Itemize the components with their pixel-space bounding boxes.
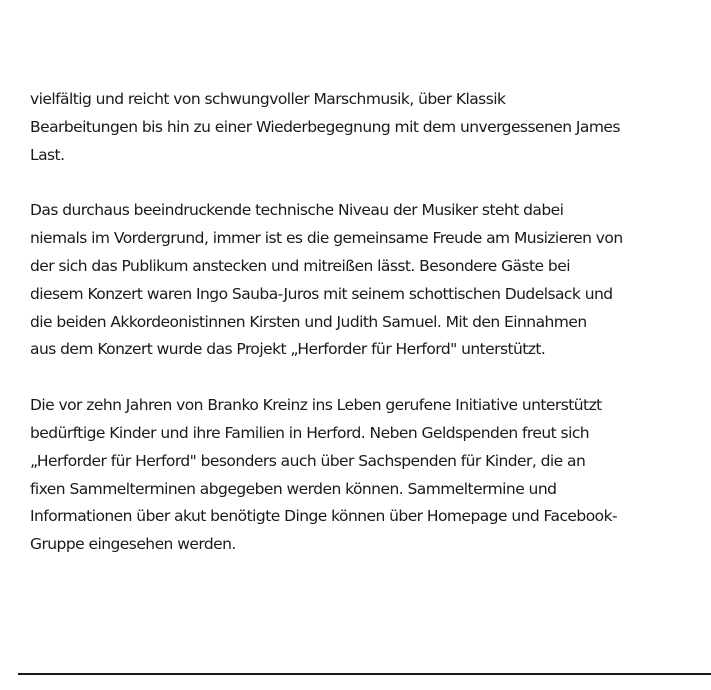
text-line: Die vor zehn Jahren von Branko Kreinz ins Leben gerufene Initiative unterstützt [30,396,602,415]
text-line: Last. [30,145,65,164]
bottom-divider [18,673,711,675]
text-line: der sich das Publikum anstecken und mitreißen lässt. Besondere Gäste bei [30,256,570,275]
text-line: fixen Sammelterminen abgegeben werden können. Sammeltermine und [30,479,557,498]
text-line: bedürftige Kinder und ihre Familien in Herford. Neben Geldspenden freut sich [30,423,590,442]
text-line: diesem Konzert waren Ingo Sauba-Juros mit seinem schottischen Dudelsack und [30,284,613,303]
text-line: niemals im Vordergrund, immer ist es die gemeinsame Freude am Musizieren von [30,229,623,248]
text-line: vielfältig und reicht von schwungvoller Marschmusik, über Klassik [30,90,506,108]
text-line: Gruppe eingesehen werden. [30,535,236,554]
article-body [30,86,670,587]
text-line: aus dem Konzert wurde das Projekt „Herforder für Herford" unterstützt. [30,340,546,359]
text-line: Bearbeitungen bis hin zu einer Wiederbegegnung mit dem unvergessenen James [30,117,620,136]
text-line: die beiden Akkordeonistinnen Kirsten und Judith Samuel. Mit den Einnahmen [30,312,587,331]
text-line: „Herforder für Herford" besonders auch über Sachspenden für Kinder, die an [30,451,586,470]
paragraph-musicians-and-guests [30,197,670,364]
paragraph-concert-program [30,86,670,169]
text-line: Informationen über akut benötigte Dinge können über Homepage und Facebook- [30,507,618,526]
paragraph-initiative [30,392,670,559]
text-line: Das durchaus beeindruckende technische Niveau der Musiker steht dabei [30,201,564,220]
